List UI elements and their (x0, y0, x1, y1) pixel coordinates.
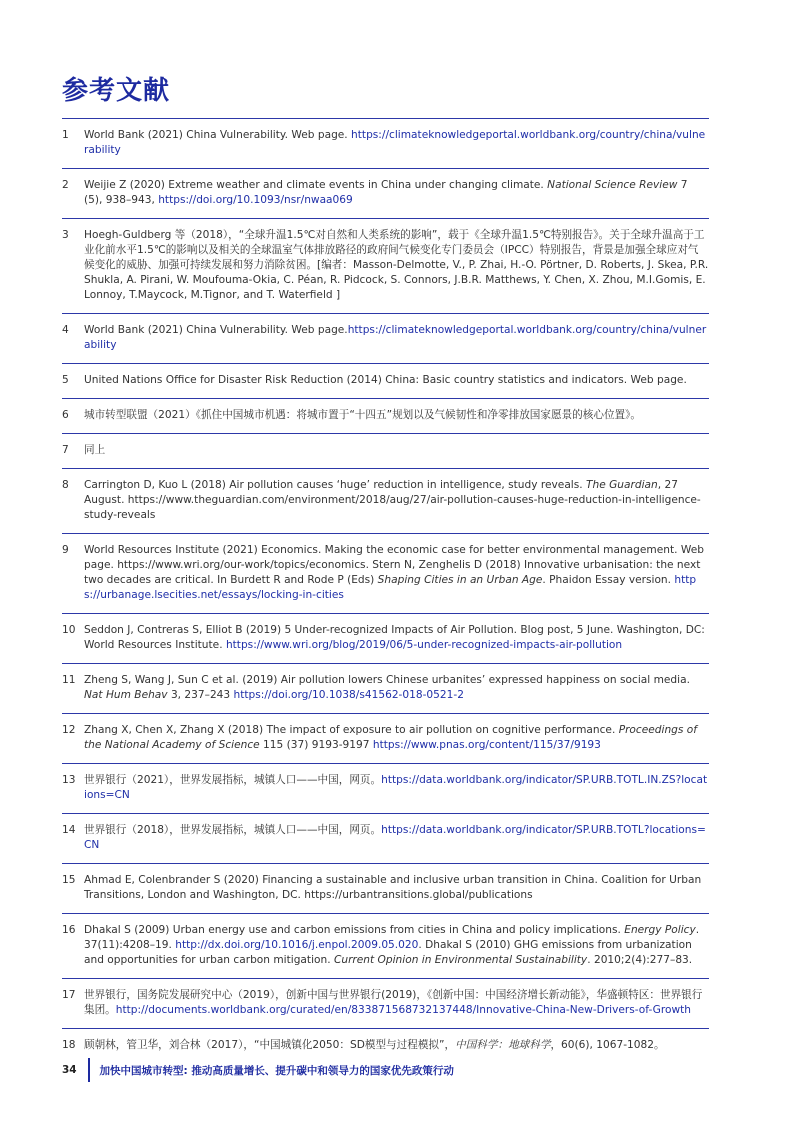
reference-text-segment: World Bank (2021) China Vulnerability. Web page. (84, 129, 352, 141)
reference-source-title: Nat Hum Behav (84, 689, 168, 701)
reference-item (62, 913, 709, 978)
reference-text (84, 408, 709, 423)
reference-link[interactable]: http://dx.doi.org/10.1016/j.enpol.2009.05.020 (175, 939, 419, 951)
reference-text-segment: 世界银行，国务院发展研究中心（2019），创新中国与世界银行(2019)，《创新中国：中国经济增长新动能》，华盛顿特区：世界银行集团。 (84, 989, 703, 1016)
reference-text-segment: 3, 237–243 (167, 689, 234, 701)
reference-text (84, 873, 709, 903)
reference-link[interactable]: https://urbanage.lsecities.net/essays/locking-in-cities (84, 574, 697, 601)
reference-source-title: Current Opinion in Environmental Sustainability (333, 954, 588, 966)
reference-text (84, 923, 709, 968)
reference-number: 11 (62, 674, 76, 686)
reference-number: 13 (62, 774, 76, 786)
reference-link[interactable]: https://www.wri.org/blog/2019/06/5-under-recognized-impacts-air-pollution (225, 639, 623, 651)
reference-text-segment: . Phaidon Essay version. (542, 574, 675, 586)
reference-text-segment: . 37(11):4208–19. (84, 924, 700, 951)
reference-number: 1 (62, 129, 69, 141)
reference-source-title: Shaping Cities in an Urban Age (377, 574, 543, 586)
reference-number: 9 (62, 544, 69, 556)
reference-text-segment: World Resources Institute (2021) Economics. Making the economic case for better environmental management. Web page. https://www.wri.org/our-work/topics/economics. Stern N, Zenghelis D (2018) Innovative urbanisation: the next two decades are critical. In Burdett R and Rode P (Eds) (84, 544, 704, 586)
reference-item (62, 433, 709, 468)
reference-text-segment: World Bank (2021) China Vulnerability. Web page. (84, 324, 348, 336)
reference-text (84, 673, 709, 703)
reference-source-title: Energy Policy (624, 924, 696, 936)
reference-text (84, 443, 709, 458)
reference-text-segment: Hoegh-Guldberg 等（2018），“全球升温1.5℃对自然和人类系统的影响”，载于《全球升温1.5℃特别报告》。关于全球升温高于工业化前水平1.5℃的影响以及相关的全球温室气体排放路径的政府间气候变化专门委员会（IPCC）特别报告，背景是加强全球应对气候变化的威胁、加强可持续发展和努力消除贫困。[编者：Masson-Delmotte, V., P. Zhai, H.-O. Pörtner, D. Roberts, J. Skea, P.R. Shukla, A. Pirani, W. Moufouma-Okia, C. Péan, R. Pidcock, S. Connors, J.B.R. Matthews, Y. Chen, X. Zhou, M.I.Gomis, E. Lonnoy, T.Maycock, M.Tignor, and T. Waterfield ] (84, 229, 709, 301)
reference-text-segment: 城市转型联盟（2021）《抓住中国城市机遇：将城市置于“十四五”规划以及气候韧性和净零排放国家愿景的核心位置》。 (84, 409, 642, 421)
reference-text (84, 773, 709, 803)
reference-link[interactable]: http://documents.worldbank.org/curated/en/833871568732137448/Innovative-China-New-Drivers-of-Growth (115, 1004, 691, 1016)
reference-link[interactable]: https://doi.org/10.1038/s41562-018-0521-2 (233, 689, 464, 701)
reference-text (84, 543, 709, 603)
reference-number: 8 (62, 479, 69, 491)
footer-title: 加快中国城市转型: 推动高质量增长、提升碳中和领导力的国家优先政策行动 (99, 1064, 454, 1077)
reference-text (84, 128, 709, 158)
reference-link[interactable]: https://doi.org/10.1093/nsr/nwaa069 (158, 194, 353, 206)
reference-text (84, 723, 709, 753)
footer-divider (88, 1058, 90, 1082)
reference-text-segment: . Dhakal S (2010) GHG emissions from urbanization and opportunities for urban carbon mitigation. (84, 939, 692, 966)
reference-number: 18 (62, 1039, 76, 1051)
reference-source-title: Proceedings of the National Academy of Science (84, 724, 697, 751)
reference-number: 16 (62, 924, 76, 936)
reference-text (84, 988, 709, 1018)
reference-text-segment: Ahmad E, Colenbrander S (2020) Financing a sustainable and inclusive urban transition in China. Coalition for Urban Transitions, London and Washington, DC. https://urbantransitions.global/publications (84, 874, 702, 901)
reference-text-segment: 世界银行（2021），世界发展指标，城镇人口——中国，网页。 (84, 774, 382, 786)
reference-number: 12 (62, 724, 76, 736)
reference-text-segment: United Nations Office for Disaster Risk Reduction (2014) China: Basic country statistics and indicators. Web page. (84, 374, 687, 386)
reference-item (62, 813, 709, 863)
reference-source-title: 中国科学：地球科学 (455, 1039, 551, 1051)
reference-item (62, 713, 709, 763)
reference-item (62, 313, 709, 363)
reference-item (62, 533, 709, 613)
reference-text-segment: 115 (37) 9193-9197 (259, 739, 373, 751)
reference-link[interactable]: https://data.worldbank.org/indicator/SP.URB.TOTL?locations=CN (84, 824, 706, 851)
reference-number: 3 (62, 229, 69, 241)
reference-text (84, 1038, 709, 1053)
reference-text-segment: Seddon J, Contreras S, Elliot B (2019) 5 Under-recognized Impacts of Air Pollution. Blog post, 5 June. Washington, DC: World Resources Institute. (84, 624, 705, 651)
reference-number: 14 (62, 824, 76, 836)
reference-item (62, 663, 709, 713)
reference-text-segment: ，60(6), 1067-1082。 (550, 1039, 665, 1051)
reference-text-segment: . 2010;2(4):277–83. (587, 954, 693, 966)
reference-item (62, 978, 709, 1028)
reference-text (84, 178, 709, 208)
reference-item (62, 763, 709, 813)
reference-link[interactable]: https://www.pnas.org/content/115/37/9193 (372, 739, 601, 751)
reference-number: 5 (62, 374, 69, 386)
reference-text-segment: , 27 August. https://www.theguardian.com/environment/2018/aug/27/air-pollution-causes-huge-reduction-in-intelligence-study-reveals (84, 479, 701, 521)
reference-item (62, 168, 709, 218)
reference-source-title: National Science Review (547, 179, 678, 191)
reference-item (62, 863, 709, 913)
reference-number: 7 (62, 444, 69, 456)
reference-text (84, 823, 709, 853)
reference-text-segment: 同上 (84, 444, 106, 456)
reference-text-segment: 7 (5), 938–943, (84, 179, 688, 206)
reference-number: 15 (62, 874, 76, 886)
reference-text (84, 228, 709, 303)
reference-item (62, 613, 709, 663)
reference-text-segment: Weijie Z (2020) Extreme weather and climate events in China under changing climate. (84, 179, 548, 191)
reference-text-segment: Zhang X, Chen X, Zhang X (2018) The impact of exposure to air pollution on cognitive performance. (84, 724, 619, 736)
reference-link[interactable]: https://data.worldbank.org/indicator/SP.URB.TOTL.IN.ZS?locations=CN (84, 774, 708, 801)
reference-text-segment: Carrington D, Kuo L (2018) Air pollution causes ‘huge’ reduction in intelligence, study reveals. (84, 479, 587, 491)
reference-number: 10 (62, 624, 76, 636)
reference-text-segment: 顾朝林，管卫华，刘合林（2017），“中国城镇化2050：SD模型与过程模拟”， (84, 1039, 456, 1051)
reference-text-segment: Zheng S, Wang J, Sun C et al. (2019) Air pollution lowers Chinese urbanites’ expressed happiness on social media. (84, 674, 690, 686)
reference-list (62, 118, 709, 1063)
reference-item (62, 398, 709, 433)
page-number: 34 (62, 1064, 77, 1076)
reference-text (84, 623, 709, 653)
reference-number: 17 (62, 989, 76, 1001)
reference-text (84, 478, 709, 523)
reference-source-title: The Guardian (586, 479, 658, 491)
reference-number: 2 (62, 179, 69, 191)
reference-item (62, 468, 709, 533)
reference-item (62, 218, 709, 313)
reference-text (84, 373, 709, 388)
page-footer (62, 1058, 454, 1082)
reference-text (84, 323, 709, 353)
reference-text-segment: Dhakal S (2009) Urban energy use and carbon emissions from cities in China and policy implications. (84, 924, 625, 936)
reference-text-segment: 世界银行（2018），世界发展指标，城镇人口——中国，网页。 (84, 824, 382, 836)
page-title: 参考文献 (62, 76, 171, 106)
reference-link[interactable]: https://climateknowledgeportal.worldbank.org/country/china/vulnerability (84, 129, 706, 156)
reference-item (62, 118, 709, 168)
reference-item (62, 363, 709, 398)
reference-number: 6 (62, 409, 69, 421)
reference-link[interactable]: https://climateknowledgeportal.worldbank.org/country/china/vulnerability (84, 324, 707, 351)
reference-number: 4 (62, 324, 69, 336)
